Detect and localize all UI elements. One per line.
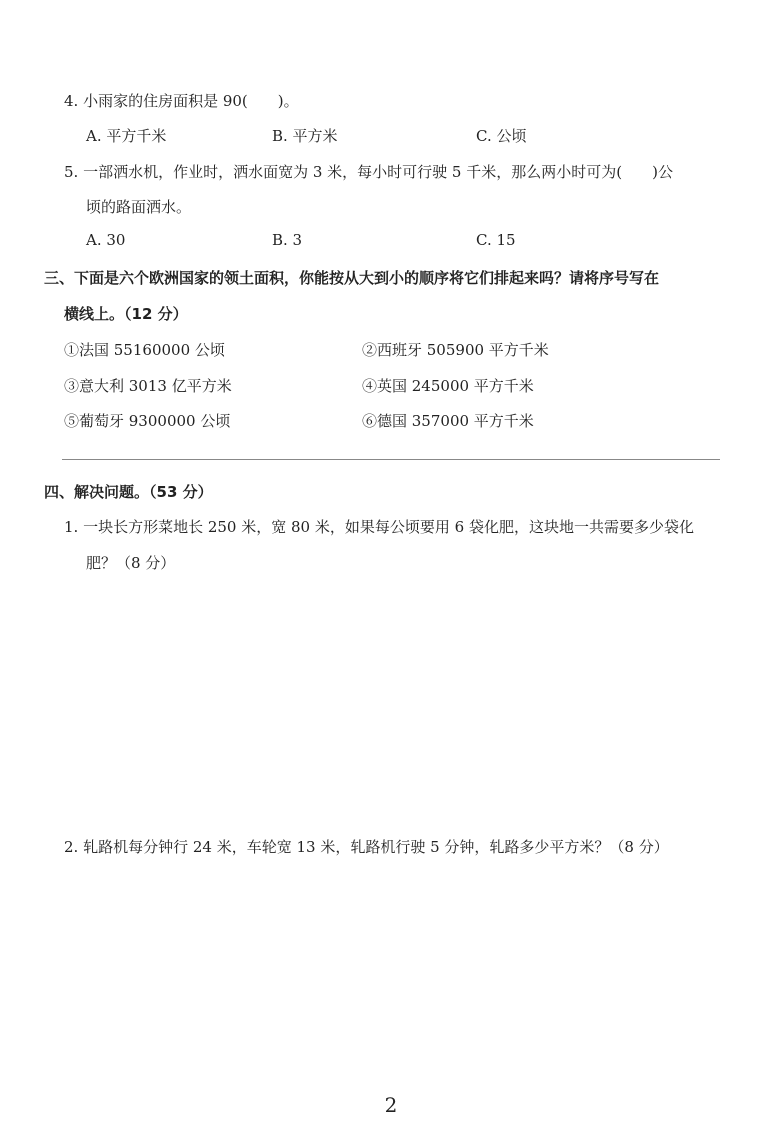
country-item-2: ②西班牙 505900 平方千米 <box>362 341 549 359</box>
country-item-5: ⑤葡萄牙 9300000 公顷 <box>64 412 231 430</box>
question-5-option-c: C. 15 <box>476 231 516 249</box>
country-item-1: ①法国 55160000 公顷 <box>64 341 225 359</box>
page-number: 2 <box>384 1093 398 1117</box>
country-item-3: ③意大利 3013 亿平方米 <box>64 377 232 395</box>
section-4-title: 四、解决问题。（53 分） <box>44 483 213 501</box>
country-item-4: ④英国 245000 平方千米 <box>362 377 534 395</box>
question-5-option-a: A. 30 <box>86 231 126 249</box>
problem-1-line1: 1. 一块长方形菜地长 250 米，宽 80 米，如果每公顷要用 6 袋化肥，这块地一共需要多少袋化 <box>64 518 694 536</box>
problem-2: 2. 轧路机每分钟行 24 米，车轮宽 13 米，轧路机行驶 5 分钟，轧路多少平方米？（8 分） <box>64 838 669 856</box>
question-5-stem-line1: 5. 一部洒水机，作业时，洒水面宽为 3 米，每小时可行驶 5 千米，那么两小时可为( )公 <box>64 163 673 181</box>
question-5-option-b: B. 3 <box>272 231 303 249</box>
section-3-title-line2: 横线上。（12 分） <box>64 305 188 323</box>
problem-1-line2: 肥？（8 分） <box>86 554 176 572</box>
question-4-option-c: C. 公顷 <box>476 127 527 145</box>
question-4-stem: 4. 小雨家的住房面积是 90( )。 <box>64 92 299 110</box>
question-4-option-b: B. 平方米 <box>272 127 338 145</box>
question-5-stem-line2: 顷的路面洒水。 <box>86 198 192 216</box>
question-4-option-a: A. 平方千米 <box>86 127 167 145</box>
section-3-title-line1: 三、下面是六个欧洲国家的领土面积，你能按从大到小的顺序将它们排起来吗？请将序号写在 <box>44 269 660 287</box>
answer-line <box>62 459 720 460</box>
country-item-6: ⑥德国 357000 平方千米 <box>362 412 534 430</box>
